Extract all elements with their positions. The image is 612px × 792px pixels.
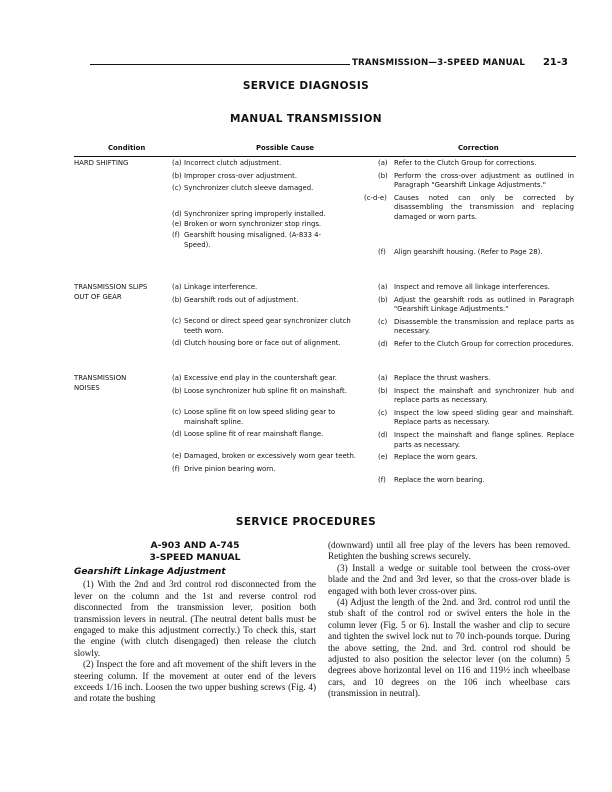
paragraph: (4) Adjust the length of the 2nd. and 3rd. control rod until the stub shaft of the control rod or swivel enters the hole in the column lever (Fig. 5 or 6). Install the washer and clip to secure and tighten the swivel lock nut to 70 inch-pounds torque. During the above setting, the 2nd. and 3rd. control rod should be adjusted to also position the selector lever (on the column) 5 degrees above horizontal level on 116 and 119½ inch wheelbase cars, and 10 degrees on the 106 inch wheelbase cars (transmission in neutral). xyxy=(328,597,570,699)
page-number: 21-3 xyxy=(542,57,568,68)
correction-item: (b) Inspect the mainshaft and synchronizer hub and replace parts as necessary. xyxy=(378,386,574,405)
correction-item: (e) Replace the worn gears. xyxy=(378,453,478,462)
cause-item: (a) Linkage interference. xyxy=(172,283,258,291)
cause-item: (e) Broken or worn synchronizer stop rings. xyxy=(172,220,322,229)
correction-item: (a) Inspect and remove all linkage interferences. xyxy=(378,283,550,291)
cause-cell xyxy=(172,283,368,352)
procedures-right-column xyxy=(328,540,570,700)
column-header-condition: Condition xyxy=(108,144,146,152)
condition-label: HARD SHIFTING xyxy=(74,159,129,167)
table-header xyxy=(74,144,576,155)
cause-item: (d) Clutch housing bore or face out of alignment. xyxy=(172,339,341,348)
column-header-cause: Possible Cause xyxy=(256,144,315,152)
cause-cell xyxy=(172,374,368,477)
running-header xyxy=(90,58,568,70)
paragraph: (downward) until all free play of the levers has been removed. Retighten the bushing screws securely. xyxy=(328,540,570,562)
table-row xyxy=(74,374,576,514)
correction-item: (c) Disassemble the transmission and replace parts as necessary. xyxy=(378,317,574,336)
table-row xyxy=(74,159,576,283)
cause-item: (a) Excessive end play in the countershaft gear. xyxy=(172,374,337,382)
cause-cell xyxy=(172,159,368,253)
cause-item: (c) Synchronizer clutch sleeve damaged. xyxy=(172,184,314,193)
cause-item: (c) Second or direct speed gear synchronizer clutch teeth worn. xyxy=(172,317,351,335)
condition-cell xyxy=(74,374,170,393)
condition-label: NOISES xyxy=(74,383,100,392)
procedures-left-column xyxy=(74,540,316,705)
cause-item: (f) Drive pinion bearing worn. xyxy=(172,464,276,473)
correction-item: (f) Align gearshift housing. (Refer to Page 28). xyxy=(378,247,543,256)
cause-item: (a) Incorrect clutch adjustment. xyxy=(172,159,282,167)
manual-transmission-title: MANUAL TRANSMISSION xyxy=(230,113,382,125)
correction-item: (a) Replace the thrust washers. xyxy=(378,374,491,382)
cause-item: (d) Loose spline fit of rear mainshaft flange. xyxy=(172,430,324,439)
paragraph: (2) Inspect the fore and aft movement of the shift levers in the steering column. If the movement at outer end of the levers exceeds 1/16 inch. Loosen the two upper bushing screws (Fig. 4) and rotate the bushing xyxy=(74,659,316,704)
header-rule xyxy=(90,64,350,65)
running-title: TRANSMISSION—3-SPEED MANUAL xyxy=(352,58,526,68)
cause-item: (d) Synchronizer spring improperly installed. xyxy=(172,209,326,218)
condition-cell xyxy=(74,283,170,302)
cause-item: (e) Damaged, broken or excessively worn gear teeth. xyxy=(172,451,356,460)
cause-item: (b) Improper cross-over adjustment. xyxy=(172,171,298,180)
correction-item: (b) Adjust the gearshift rods as outlined in Paragraph "Gearshift Linkage Adjustments." xyxy=(378,295,574,314)
correction-cell xyxy=(376,374,574,488)
correction-item: (c) Inspect the low speed sliding gear and mainshaft. Replace parts as necessary. xyxy=(378,408,574,427)
correction-cell xyxy=(364,159,574,260)
service-diagnosis-title: SERVICE DIAGNOSIS xyxy=(242,80,370,92)
correction-cell xyxy=(376,283,574,353)
correction-item: (b) Perform the cross-over adjustment as outlined in Paragraph "Gearshift Linkage Adjustments." xyxy=(378,171,574,190)
cause-item: (b) Loose synchronizer hub spline fit on mainshaft. xyxy=(172,386,347,395)
condition-label: TRANSMISSION SLIPS xyxy=(74,283,148,291)
correction-item: (f) Replace the worn bearing. xyxy=(378,475,485,484)
condition-cell xyxy=(74,159,170,169)
correction-item: (a) Refer to the Clutch Group for corrections. xyxy=(378,159,537,167)
correction-item: (d) Refer to the Clutch Group for correction procedures. xyxy=(378,339,574,348)
model-heading: A-903 AND A-745 xyxy=(150,540,240,551)
cause-item: (f) Gearshift housing misaligned. (A-833 4-Speed). xyxy=(172,230,322,249)
cause-item: (b) Gearshift rods out of adjustment. xyxy=(172,295,299,304)
service-procedures-title: SERVICE PROCEDURES xyxy=(235,516,377,528)
condition-label: OUT OF GEAR xyxy=(74,292,122,301)
paragraph: (1) With the 2nd and 3rd control rod disconnected from the lever on the column and the 1st and reverse control rod disconnected from the transmission lever, position both transmission levers in neutral. (The neutral detent balls must be engaged to make this adjustment correctly.) To check this, start the engine (with clutch disengaged) then release the clutch slowly. xyxy=(74,579,316,658)
section-heading: Gearshift Linkage Adjustment xyxy=(74,567,226,577)
model-subheading: 3-SPEED MANUAL xyxy=(149,552,241,563)
condition-label: TRANSMISSION xyxy=(74,374,127,382)
diagnosis-table xyxy=(74,144,576,514)
table-header-rule xyxy=(74,156,576,157)
column-header-correction: Correction xyxy=(458,144,499,152)
cause-item: (c) Loose spline fit on low speed sliding gear to mainshaft spline. xyxy=(172,408,336,426)
correction-item: (d) Inspect the mainshaft and flange splines. Replace parts as necessary. xyxy=(378,430,574,449)
correction-item: (c-d-e) Causes noted can only be corrected by disassembling the transmission and replacing damaged or worn parts. xyxy=(364,193,574,221)
paragraph: (3) Install a wedge or suitable tool between the cross-over blade and the 2nd and 3rd lever, so that the cross-over blade is engaged with both lever cross-over pins. xyxy=(328,562,570,596)
table-row xyxy=(74,283,576,374)
